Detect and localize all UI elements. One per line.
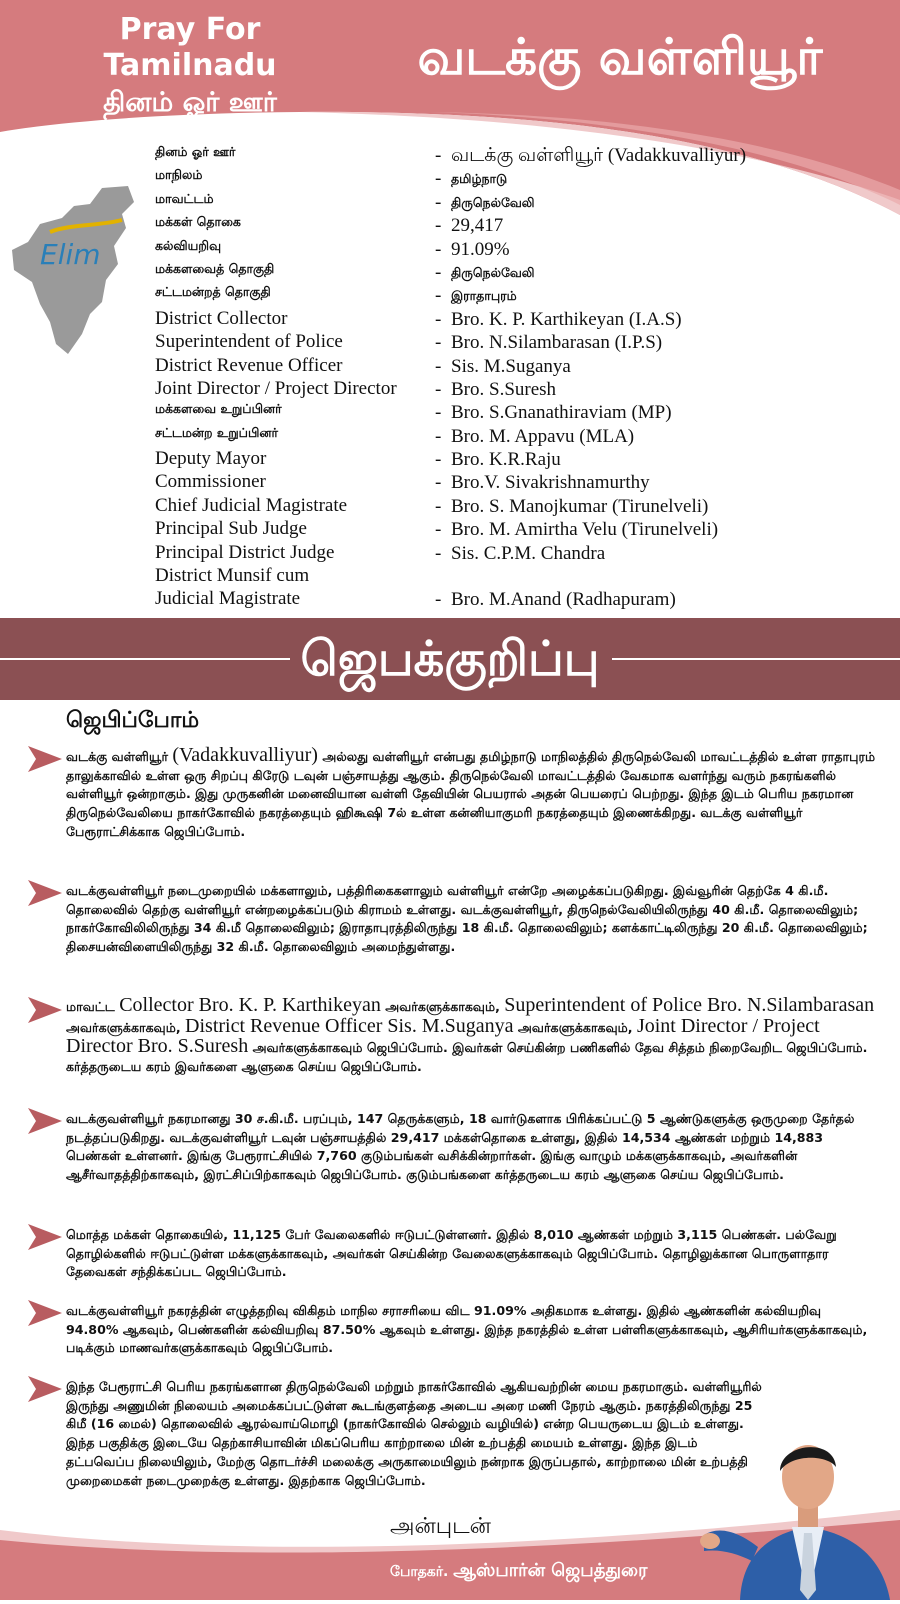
info-value: Bro. M.Anand (Radhapuram) <box>451 589 676 611</box>
pastor-photo <box>700 1415 900 1600</box>
p3-revenue: District Revenue Officer Sis. M.Suganya <box>185 1014 514 1037</box>
info-row <box>155 448 895 471</box>
info-dash: - <box>435 215 442 237</box>
info-label: மக்கள் தொகை <box>155 214 241 230</box>
paragraph-7: இந்த பேரூராட்சி பெரிய நகரங்களான திருநெல்வேலி மற்றும் நாகர்கோவில் ஆகியவற்றின் மைய நகரமாகும். வள்ளியூரில் இருந்து அணுமின் நிலையம் அமைக்கப்பட்டுள்ள கூடங்குளத்தை அடைய அரை மணி நேரம் ஆகும். நகரத்திலிருந்து 25 கிமீ (16 மைல்) தொலைவில் ஆரல்வாய்மொழி (நாகர்கோவில் செல்லும் வழியில்) என்ற பெயருடைய இடம் உள்ளது. இந்த பகுதிக்கு இடையே தெற்காசியாவின் மிகப்பெரிய காற்றாலை மின் உற்பத்தி மையம் உள்ளது. இந்த இடம் தட்பவெப்ப நிலையிலும், மேற்கு தொடர்ச்சி மலைக்கு அருகாமையிலும் நன்றாக இருப்பதால், காற்றாலை மின் உற்பத்தி முறைமைகள் நடைமுறைக்கு உள்ளது. இதற்காக ஜெபிப்போம். <box>66 1379 762 1488</box>
info-row <box>155 191 895 214</box>
info-dash: - <box>435 332 442 354</box>
p3-police: Superintendent of Police Bro. N.Silambarasan <box>504 994 875 1016</box>
info-row <box>155 261 895 284</box>
info-value: Bro. M. Appavu (MLA) <box>451 425 635 447</box>
info-row <box>155 425 895 448</box>
info-label: Superintendent of Police <box>155 331 343 353</box>
info-value: திருநெல்வேலி <box>451 194 535 210</box>
info-row <box>155 238 895 261</box>
info-dash: - <box>435 542 442 564</box>
info-dash: - <box>435 168 442 190</box>
info-dash: - <box>435 472 442 494</box>
info-label: கல்வியறிவு <box>155 237 222 253</box>
info-row <box>155 331 895 354</box>
info-row <box>155 565 895 588</box>
info-row <box>155 495 895 518</box>
info-row <box>155 355 895 378</box>
info-value: Bro. N.Silambarasan (I.P.S) <box>451 332 663 354</box>
info-value: Sis. C.P.M. Chandra <box>451 542 606 564</box>
info-label: District Munsif cum <box>155 565 310 587</box>
p1-text-a: வடக்கு வள்ளியூர் <box>66 749 173 764</box>
p3-director: Joint Director / Project Director Bro. S.Suresh <box>66 1014 820 1058</box>
info-value: திருநெல்வேலி <box>451 264 535 280</box>
p1-text-b: அல்லது வள்ளியூர் என்பது தமிழ்நாடு மாநிலத்தில் திருநெல்வேலி மாவட்டத்தில் உள்ள ராதாபுரம் தாலுக்காவில் உள்ள ஒரு சிறப்பு கிரேடு டவுன் பஞ்சாயத்து ஆகும். திருநெல்வேலி மாவட்டத்தில் வேகமாக வளர்ந்து வரும் நகரங்களில் வள்ளியூர் ஒன்றாகும். இது முருகனின் மனைவியான வள்ளி தேவியின் பெயரால் அதன் பெயரைப் பெற்றது. இந்த இடம் பெரிய நகரமான திருநெல்வேலியை நாகர்கோவில் நகரத்தையும் ஹிகூஷி 7ல் உள்ள கன்னியாகுமரி நகரத்தையும் இணைக்கிறது. வடக்கு வள்ளியூர் பேரூராட்சிக்காக ஜெபிப்போம். <box>66 749 876 839</box>
info-row <box>155 167 895 190</box>
info-dash: - <box>435 378 442 400</box>
prayer-heading: ஜெபிப்போம் <box>66 708 200 733</box>
info-dash: - <box>435 308 442 330</box>
info-dash: - <box>435 238 442 260</box>
info-row <box>155 542 895 565</box>
info-value: தமிழ்நாடு <box>451 171 508 187</box>
p3-text-c: அவர்களுக்காகவும், <box>66 1019 186 1035</box>
tagline-tamil: தினம் ஓர் ஊர் <box>103 87 277 118</box>
info-row <box>155 308 895 331</box>
info-label: Judicial Magistrate <box>155 588 301 610</box>
p1-english-name: (Vadakkuvalliyur) <box>172 744 318 766</box>
arrow-bullet-icon <box>28 1108 62 1134</box>
arrow-bullet-icon <box>28 1376 62 1402</box>
info-dash: - <box>435 355 442 377</box>
p3-text-a: மாவட்ட <box>66 999 120 1014</box>
paragraph-6: வடக்குவள்ளியூர் நகரத்தின் எழுத்தறிவு விகிதம் மாநில சராசரியை விட 91.09% அதிகமாக உள்ளது. இதில் ஆண்களின் கல்வியறிவு 94.80% ஆகவும், பெண்களின் கல்வியறிவு 87.50% ஆகவும் உள்ளது. இந்த நகரத்தில் உள்ள பள்ளிகளுக்காகவும், ஆசிரியர்களுக்காகவும், படிக்கும் மாணவர்களுக்காகவும் ஜெபிப்போம். <box>66 1303 868 1356</box>
info-row <box>155 144 895 167</box>
pastor-prefix: போதகர். <box>390 1564 454 1580</box>
info-row <box>155 214 895 237</box>
p3-text-e: அவர்களுக்காகவும் ஜெபிப்போம். இவர்கள் செய்கின்ற பணிகளில் தேவ சித்தம் நிறைவேறிட ஜெபிப்போம். கர்த்தருடைய கரம் இவர்களை ஆளுகை செய்ய ஜெபிப்போம். <box>66 1040 868 1075</box>
info-label: மக்களவைத் தொகுதி <box>155 260 275 276</box>
p3-text-b: அவர்களுக்காகவும், <box>380 999 505 1014</box>
arrow-bullet-icon <box>28 997 62 1023</box>
info-label: தினம் ஓர் ஊர் <box>155 144 236 159</box>
info-row <box>155 401 895 424</box>
info-row <box>155 378 895 401</box>
arrow-bullet-icon <box>28 1224 62 1250</box>
paragraph-3 <box>66 996 876 1077</box>
arrow-bullet-icon <box>28 746 62 772</box>
info-label: சட்டமன்ற உறுப்பினர் <box>155 424 279 440</box>
info-dash: - <box>435 589 442 611</box>
info-value: Bro. S. Manojkumar (Tirunelveli) <box>451 495 709 517</box>
paragraph-4: வடக்குவள்ளியூர் நகரமானது 30 ச.கி.மீ. பரப்பும், 147 தெருக்களும், 18 வார்டுகளாக பிரிக்கப்பட்டு 5 ஆண்டுகளுக்கு ஒருமுறை தேர்தல் நடத்தப்படுகிறது. வடக்குவள்ளியூர் டவுன் பஞ்சாயத்தில் 29,417 மக்கள்தொகை உள்ளது, இதில் 14,534 ஆண்கள் மற்றும் 14,883 பெண்கள் உள்ளனர். இங்கு பேரூராட்சியில் 7,760 குடும்பங்கள் வசிக்கின்றார்கள். இங்கு வாழும் மக்களுக்காகவும், அவர்களின் ஆசீர்வாதத்திற்காகவும், இரட்சிப்பிற்காகவும் ஜெபிப்போம். குடும்பங்களை கர்த்தருடைய கரம் ஆளுகை செய்ய ஜெபிப்போம். <box>66 1111 855 1183</box>
info-label: District Revenue Officer <box>155 354 343 376</box>
info-value: Bro. K. P. Karthikeyan (I.A.S) <box>451 308 682 330</box>
arrow-bullet-icon <box>28 880 62 906</box>
paragraph-5: மொத்த மக்கள் தொகையில், 11,125 பேர் வேலைகளில் ஈடுபட்டுள்ளனர். இதில் 8,010 ஆண்கள் மற்றும் 3,115 பெண்கள். பல்வேறு தொழில்களில் ஈடுபட்டுள்ள மக்களுக்காகவும், அவர்கள் செய்கின்ற வேலைகளுக்காகவும் ஜெபிப்போம். தொழிலுக்கான பொருளாதார தேவைகள் சந்திக்கப்பட ஜெபிப்போம். <box>66 1227 837 1280</box>
info-label: சட்டமன்றத் தொகுதி <box>155 284 271 300</box>
info-row <box>155 284 895 307</box>
info-row <box>155 518 895 541</box>
tagline-english: Pray For Tamilnadu <box>103 12 277 83</box>
info-row <box>155 471 895 494</box>
elim-logo: Elim <box>40 238 101 271</box>
info-value: Bro.V. Sivakrishnamurthy <box>451 472 650 494</box>
info-value: 91.09% <box>451 238 510 260</box>
info-table <box>155 144 895 612</box>
pastor-name <box>390 1560 647 1583</box>
info-dash: - <box>435 519 442 541</box>
info-dash: - <box>435 495 442 517</box>
info-row <box>155 588 895 611</box>
info-value: Bro. S.Gnanathiraviam (MP) <box>451 402 672 424</box>
band-title: ஜெபக்குறிப்பு <box>300 631 600 687</box>
info-dash: - <box>435 425 442 447</box>
info-value: Bro. M. Amirtha Velu (Tirunelveli) <box>451 519 719 541</box>
closing-signature: அன்புடன் <box>390 1514 491 1539</box>
paragraph-1 <box>66 746 876 842</box>
info-label: Principal District Judge <box>155 541 335 563</box>
info-label: மாவட்டம் <box>155 190 214 206</box>
info-label: மக்களவை உறுப்பினர் <box>155 401 282 417</box>
info-label: Principal Sub Judge <box>155 518 307 540</box>
info-label: District Collector <box>155 307 288 329</box>
place-title: வடக்கு வள்ளியூர் <box>417 28 823 86</box>
prayer-points-band <box>0 618 900 700</box>
info-value: Sis. M.Suganya <box>451 355 571 377</box>
info-label: மாநிலம் <box>155 167 203 183</box>
info-value: Bro. S.Suresh <box>451 378 557 400</box>
info-label: Joint Director / Project Director <box>155 377 397 399</box>
info-value: இராதாபுரம் <box>451 288 517 304</box>
pastor-full-name: ஆஸ்பார்ன் ஜெபத்துரை <box>453 1560 648 1581</box>
p3-collector: Collector Bro. K. P. Karthikeyan <box>119 994 381 1016</box>
pray-tagline <box>60 12 320 122</box>
paragraph-2: வடக்குவள்ளியூர் நடைமுறையில் மக்களாலும், பத்திரிகைகளாலும் வள்ளியூர் என்றே அழைக்கப்படுகிறது. இவ்வூரின் தெற்கே 4 கி.மீ. தொலைவில் தெற்கு வள்ளியூர் என்றழைக்கப்படும் கிராமம் உள்ளது. வடக்குவள்ளியூர், திருநெல்வேலியிலிருந்து 40 கி.மீ. தொலைவிலும்; நாகர்கோவிலிலிருந்து 34 கி.மீ தொலைவிலும்; இராதாபுரத்திலிருந்து 18 கி.மீ. தொலைவிலும்; களக்காட்டிலிருந்து 20 கி.மீ. தொலைவிலும்; திசையன்விளையிலிருந்து 32 கி.மீ. தொலைவிலும் அமைந்துள்ளது. <box>66 883 868 955</box>
arrow-bullet-icon <box>28 1300 62 1326</box>
p3-text-d: அவர்களுக்காகவும், <box>513 1019 637 1035</box>
info-dash: - <box>435 261 442 283</box>
info-value: வடக்கு வள்ளியூர் (Vadakkuvalliyur) <box>451 145 747 166</box>
info-dash: - <box>435 145 442 166</box>
info-value: 29,417 <box>451 215 504 237</box>
info-value: Bro. K.R.Raju <box>451 449 561 471</box>
info-label: Chief Judicial Magistrate <box>155 494 348 516</box>
info-dash: - <box>435 402 442 424</box>
info-dash: - <box>435 449 442 471</box>
info-label: Deputy Mayor <box>155 448 267 470</box>
tamilnadu-map <box>10 184 138 356</box>
info-dash: - <box>435 285 442 307</box>
info-label: Commissioner <box>155 471 266 493</box>
info-dash: - <box>435 191 442 213</box>
